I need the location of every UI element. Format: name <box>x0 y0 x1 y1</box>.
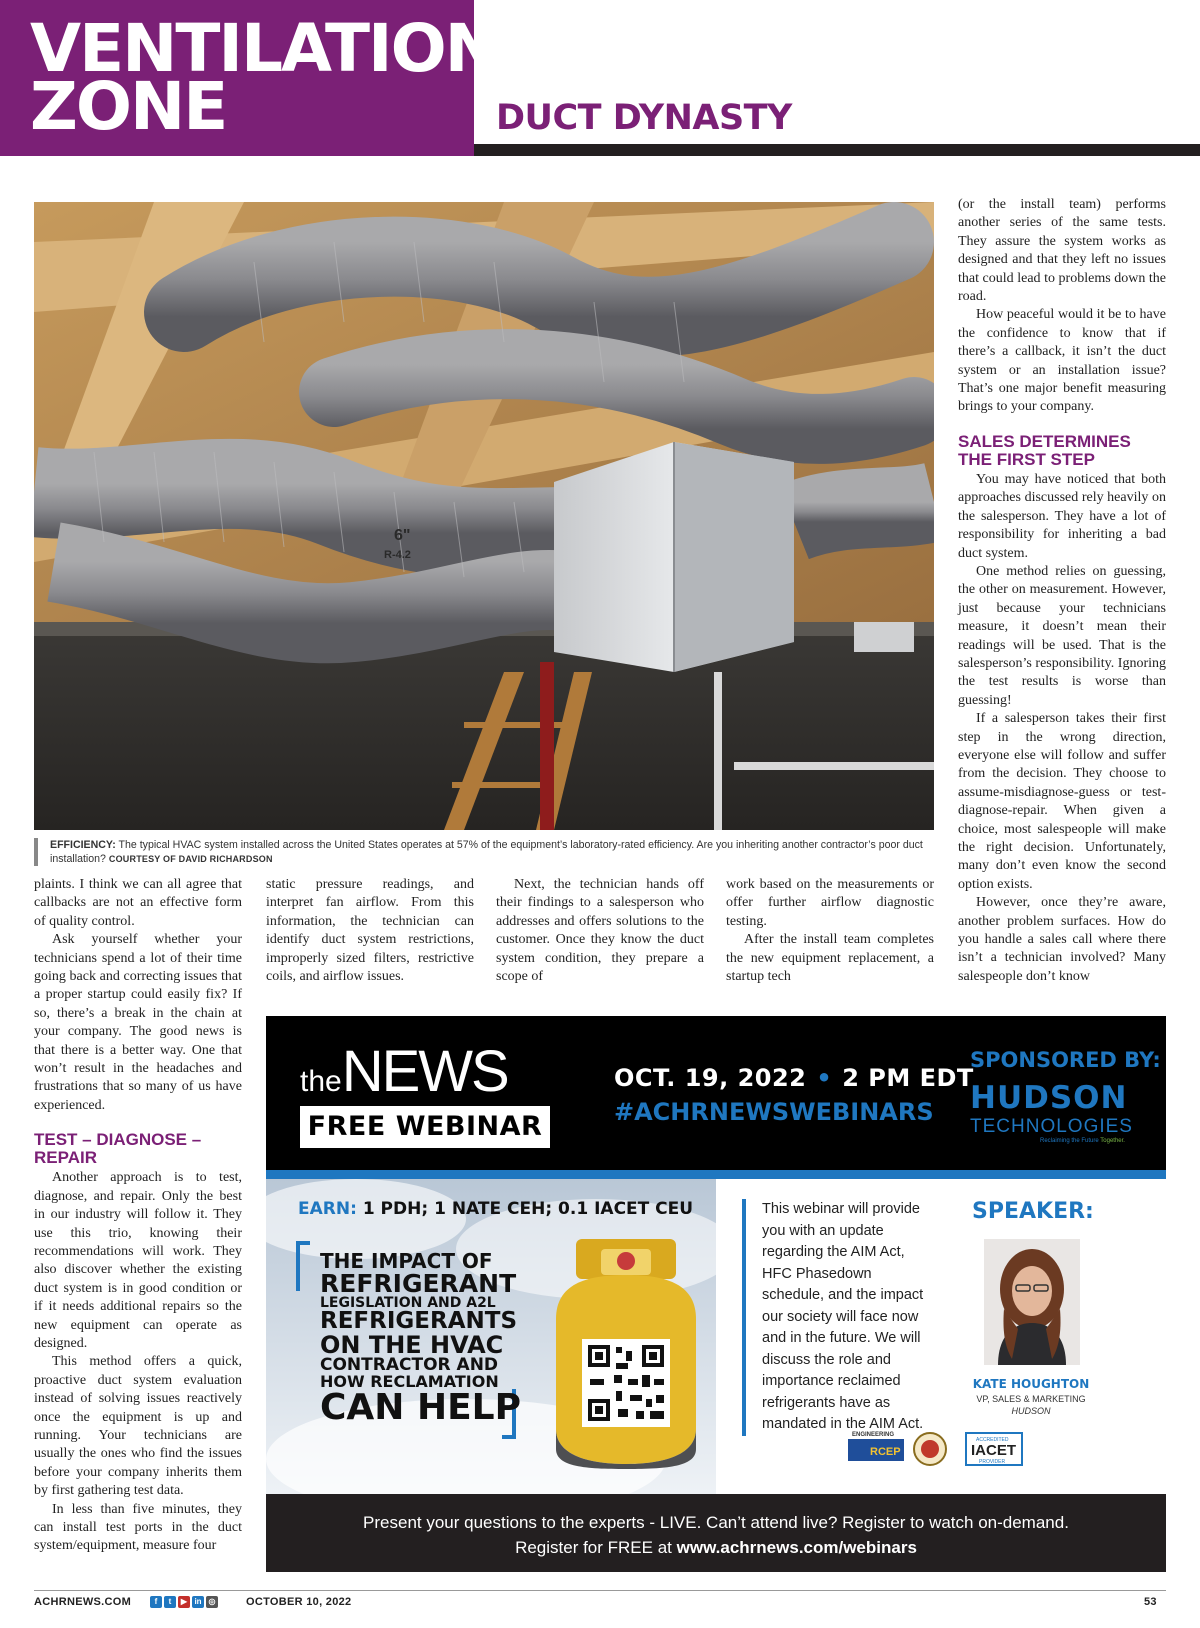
webinar-date <box>614 1064 974 1092</box>
paragraph: Another approach is to test, diagnose, and repair. Only the best in our industry will follow it. They use this trio, knowing their recommendations will work. They also discover whether the existing duct system is in good condition or if it needs additional repairs so the new equipment can operate as designed. <box>34 1170 242 1351</box>
header-rule <box>474 144 1200 156</box>
headline-line: REFRIGERANTS <box>320 1308 518 1334</box>
paragraph: If a salesperson takes their first step in the wrong direction, everyone else will follow and suffer from the decision. They choose to assume-misdiagnose-guess or test-diagnose-repair. When given a choice, most salespeople will make the right decision. Unfortunately, many don’t even know the second option exists. <box>958 711 1166 892</box>
paragraph: In less than five minutes, they can install test ports in the duct system/equipment, measure four <box>34 1501 242 1554</box>
logo-news: NEWS <box>341 1039 508 1104</box>
article-column-1 <box>34 876 242 1556</box>
youtube-icon[interactable]: ▶ <box>178 1596 190 1608</box>
article-column-4 <box>726 876 934 986</box>
headline-line: LEGISLATION AND A2L <box>320 1295 496 1311</box>
speaker-name: KATE HOUGHTON <box>972 1377 1090 1391</box>
subhead-sales-determines: SALES DETERMINES THE FIRST STEP <box>958 431 1131 469</box>
paragraph: This method offers a quick, proactive duct system evaluation instead of solving issues reactively once the equipment is up and running. Your technicians are usually the ones who find the issues before your company inherits them by first gathering test data. <box>34 1354 242 1499</box>
headline-line: THE IMPACT OF <box>320 1249 493 1273</box>
social-icons <box>150 1596 218 1608</box>
speaker-title: VP, SALES & MARKETING <box>976 1394 1086 1404</box>
bracket-left <box>296 1241 310 1291</box>
bullet-icon: • <box>816 1064 833 1092</box>
facebook-icon[interactable]: f <box>150 1596 162 1608</box>
speaker-label: SPEAKER: <box>972 1199 1094 1224</box>
earn-label: EARN: <box>298 1199 357 1219</box>
logo-the: the <box>300 1065 342 1098</box>
ad-cta-prefix: Register for FREE at <box>515 1538 672 1557</box>
paragraph: One method relies on guessing, the other on measurement. However, just because your technicians measure, it doesn’t mean their readings will be used. That is the salesperson’s responsibility. Ignoring the test results is worse than guessing! <box>958 563 1166 708</box>
ad-top-banner <box>266 1016 1166 1170</box>
speaker-organization: HUDSON <box>1011 1406 1051 1416</box>
duct-photo <box>34 202 934 830</box>
iacet-badge-bottom: PROVIDER <box>979 1459 1006 1465</box>
webinar-time: 2 PM EDT <box>842 1064 974 1092</box>
twitter-icon[interactable]: t <box>164 1596 176 1608</box>
sponsor-tagline-a: Reclaiming the Future <box>1040 1138 1099 1144</box>
paragraph: plaints. I think we can all agree that callbacks are not an effective form of quality control. <box>34 877 242 929</box>
webinar-date-text: OCT. 19, 2022 <box>614 1064 807 1092</box>
ad-cta-line2 <box>266 1535 1166 1560</box>
headline-line: REFRIGERANT <box>320 1269 517 1298</box>
department-title-line2: ZONE <box>30 68 227 145</box>
paragraph: (or the install team) performs another series of the same tests. They assure the system works as designed and that they left no issues that could lead to problems down the road. <box>958 197 1166 305</box>
article-column-2 <box>266 876 474 986</box>
rcep-badge-top: ENGINEERING <box>852 1432 895 1438</box>
sponsor-tagline-b: Together. <box>1100 1138 1125 1144</box>
linkedin-icon[interactable]: in <box>192 1596 204 1608</box>
duct-print-size: 6" <box>394 527 411 544</box>
photo-credit: COURTESY OF DAVID RICHARDSON <box>108 854 273 864</box>
headline-line: ON THE HVAC <box>320 1331 504 1359</box>
footer-site[interactable]: ACHRNEWS.COM <box>34 1596 132 1608</box>
sponsor-logo-sub: TECHNOLOGIES <box>970 1116 1133 1137</box>
iacet-badge-label: IACET <box>971 1442 1016 1459</box>
webinar-advertisement[interactable] <box>266 1016 1166 1572</box>
earn-credits <box>298 1199 693 1219</box>
footer-date: OCTOBER 10, 2022 <box>246 1596 352 1608</box>
article-column-3 <box>496 876 704 986</box>
ad-accent-stripe <box>266 1170 1166 1179</box>
webinar-hashtag: #ACHRNEWSWEBINARS <box>614 1098 934 1126</box>
subhead-test-diagnose-repair: TEST – DIAGNOSE – REPAIR <box>34 1130 202 1168</box>
headline-line: CAN HELP <box>320 1387 521 1428</box>
sponsored-by-label: SPONSORED BY: <box>970 1048 1161 1072</box>
page-number: 53 <box>1144 1596 1157 1608</box>
paragraph: work based on the measurements or offer further airflow diagnostic testing. <box>726 877 934 929</box>
ad-bottom-banner <box>266 1494 1166 1572</box>
section-title: DUCT DYNASTY <box>496 98 792 138</box>
caption-label: EFFICIENCY: <box>50 839 116 851</box>
webinar-url-link[interactable]: www.achrnews.com/webinars <box>676 1538 917 1557</box>
footer-rule <box>34 1590 1166 1591</box>
refrigerant-tank-icon <box>546 1239 706 1469</box>
sponsor-logo: HUDSON <box>970 1080 1128 1116</box>
speaker-avatar <box>984 1239 1080 1365</box>
paragraph: Ask yourself whether your technicians spend a lot of their time going back and correcting issues that a proper startup could easily fix? If so, there’s a break in the chain at your company. The good news is that there is a better way. One that won’t result in the headaches and frustrations that so many of us have experienced. <box>34 932 242 1113</box>
iacet-badge-top: ACCREDITED <box>976 1437 1009 1443</box>
speaker-photo <box>984 1239 1080 1365</box>
paragraph: You may have noticed that both approaches discussed rely heavily on the salesperson. They have a lot of responsibility for inheriting a bad duct system. <box>958 471 1166 561</box>
sponsor-tagline <box>1040 1138 1125 1144</box>
paragraph: Next, the technician hands off their findings to a salesperson who addresses and offers solutions to the customer. Once they know the duct system condition, they prepare a scope of <box>496 877 704 985</box>
paragraph: However, once they’re aware, another problem surfaces. How do you handle a sales call where there isn’t a technician involved? Many salespeople don’t know <box>958 895 1166 984</box>
earn-text: 1 PDH; 1 NATE CEH; 0.1 IACET CEU <box>362 1199 694 1219</box>
ad-body <box>266 1179 1166 1494</box>
free-webinar-label: FREE WEBINAR <box>300 1106 550 1148</box>
paragraph: How peaceful would it be to have the confidence to know that if there’s a callback, it isn’t the duct system or an installation issue? That’s one major benefit measuring brings to your company. <box>958 307 1166 415</box>
article-column-5 <box>958 196 1166 986</box>
caption-text: The typical HVAC system installed across the United States operates at 57% of the equipment’s laboratory-rated efficiency. Are you inheriting another contractor’s poor duct installation? <box>50 839 923 865</box>
ad-cta-line1: Present your questions to the experts - LIVE. Can’t attend live? Register to watch on-demand. <box>363 1513 1069 1532</box>
duct-print-rvalue: R-4.2 <box>384 549 411 561</box>
paragraph: After the install team completes the new equipment replacement, a startup tech <box>726 932 934 985</box>
paragraph: static pressure readings, and interpret fan airflow. From this information, the technician can identify duct system restrictions, improperly sized filters, restrictive coils, and airflow issues. <box>266 877 474 985</box>
webinar-headline <box>320 1251 521 1426</box>
department-title-line1: VENTILATION <box>30 10 498 87</box>
rcep-badge-label: RCEP <box>870 1446 901 1458</box>
webinar-description: This webinar will provide you with an update regarding the AIM Act, HFC Phasedown schedule, and the impact our society will face now and in the future. We will discuss the role and importance reclaimed refrigerants have as mandated in the AIM Act. <box>742 1199 932 1436</box>
accreditation-badges <box>826 1429 1026 1469</box>
headline-line: HOW RECLAMATION <box>320 1372 499 1391</box>
department-title <box>30 10 498 145</box>
photo-caption <box>34 838 934 866</box>
duct-photo-illustration <box>34 202 934 830</box>
instagram-icon[interactable]: ◎ <box>206 1596 218 1608</box>
the-news-logo <box>300 1038 508 1105</box>
headline-line: CONTRACTOR AND <box>320 1355 499 1375</box>
